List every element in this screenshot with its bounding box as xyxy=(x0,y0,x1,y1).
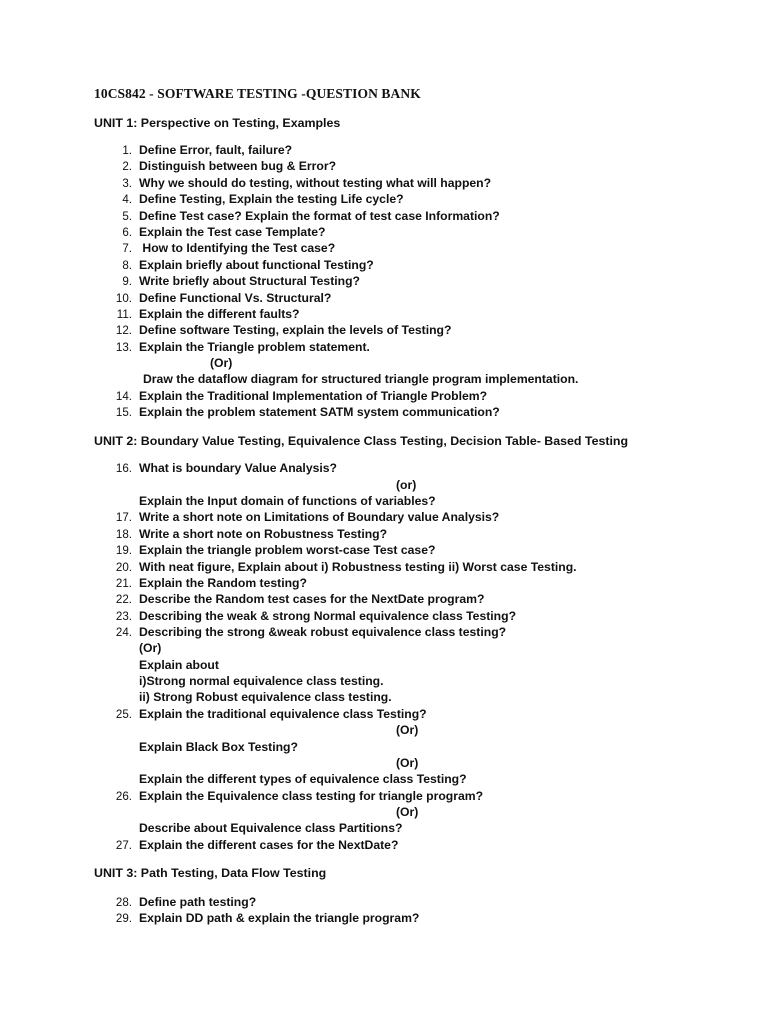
question-text: Write briefly about Structural Testing? xyxy=(139,274,360,288)
question-text: Define Testing, Explain the testing Life cycle? xyxy=(139,192,404,206)
question-number: 28. xyxy=(115,896,132,909)
question-text: Explain DD path & explain the triangle program? xyxy=(139,911,420,925)
question-text: Distinguish between bug & Error? xyxy=(139,159,337,173)
question-number: 26. xyxy=(115,790,132,803)
question-text: Write a short note on Robustness Testing? xyxy=(139,527,388,541)
question-text: Explain the triangle problem worst-case Test case? xyxy=(139,543,436,557)
question-number: 7. xyxy=(122,242,132,255)
question-text: Draw the dataflow diagram for structured triangle program implementation. xyxy=(143,372,579,386)
question-text: Describe the Random test cases for the NextDate program? xyxy=(139,592,485,606)
question-text: How to Identifying the Test case? xyxy=(139,241,336,255)
question-text: Explain briefly about functional Testing? xyxy=(139,258,374,272)
question-text: Explain the Test case Template? xyxy=(139,225,326,239)
question-text: Describing the strong &weak robust equivalence class testing? xyxy=(139,625,507,639)
question-number: 5. xyxy=(122,210,132,223)
unit-heading-3: UNIT 3: Path Testing, Data Flow Testing xyxy=(94,866,327,880)
question-text: Explain the problem statement SATM system communication? xyxy=(139,405,500,419)
question-number: 4. xyxy=(122,193,132,206)
question-text: Explain the Input domain of functions of variables? xyxy=(139,494,436,508)
page-title: 10CS842 - SOFTWARE TESTING -QUESTION BANK xyxy=(94,86,421,101)
question-number: 6. xyxy=(122,226,132,239)
question-text: Define path testing? xyxy=(139,895,257,909)
question-number: 11. xyxy=(116,308,132,321)
question-text: Explain the different faults? xyxy=(139,307,300,321)
question-text: Explain the different types of equivalence class Testing? xyxy=(139,772,467,786)
question-text: Define Test case? Explain the format of test case Information? xyxy=(139,209,500,223)
question-number: 12. xyxy=(115,324,132,337)
question-number: 20. xyxy=(115,561,132,574)
question-text: Write a short note on Limitations of Boundary value Analysis? xyxy=(139,510,500,524)
question-text: What is boundary Value Analysis? xyxy=(139,461,337,475)
question-text: Explain the traditional equivalence class Testing? xyxy=(139,707,427,721)
question-number: 14. xyxy=(115,390,132,403)
question-text: Explain the Traditional Implementation of Triangle Problem? xyxy=(139,389,488,403)
question-number: 23. xyxy=(115,610,132,623)
question-text: With neat figure, Explain about i) Robustness testing ii) Worst case Testing. xyxy=(139,560,577,574)
question-number: 13. xyxy=(115,341,132,354)
question-text: Describe about Equivalence class Partitions? xyxy=(139,821,403,835)
question-number: 21. xyxy=(115,577,132,590)
question-number: 22. xyxy=(115,593,132,606)
question-number: 24. xyxy=(115,626,132,639)
question-text: Define Error, fault, failure? xyxy=(139,143,293,157)
question-number: 15. xyxy=(115,406,132,419)
question-number: 10. xyxy=(115,292,132,305)
question-number: 9. xyxy=(122,275,132,288)
question-number: 3. xyxy=(122,177,132,190)
question-text: Explain the Triangle problem statement. xyxy=(139,340,370,354)
question-number: 19. xyxy=(115,544,132,557)
question-number: 18. xyxy=(115,528,132,541)
or-separator: (Or) xyxy=(210,356,233,370)
question-text: Explain about xyxy=(139,658,219,672)
question-number: 27. xyxy=(115,839,132,852)
question-text: Define Functional Vs. Structural? xyxy=(139,291,332,305)
question-number: 16. xyxy=(115,462,132,475)
question-text: Why we should do testing, without testing what will happen? xyxy=(139,176,492,190)
question-text: Explain the Equivalence class testing for triangle program? xyxy=(139,789,484,803)
question-text: Explain the different cases for the NextDate? xyxy=(139,838,399,852)
question-number: 2. xyxy=(122,160,132,173)
question-text: Describing the weak & strong Normal equivalence class Testing? xyxy=(139,609,517,623)
or-separator: (Or) xyxy=(396,723,419,737)
unit-heading-2: UNIT 2: Boundary Value Testing, Equivalence Class Testing, Decision Table- Based Testing xyxy=(94,434,629,448)
question-text: Explain the Random testing? xyxy=(139,576,307,590)
or-separator: (Or) xyxy=(396,805,419,819)
question-number: 17. xyxy=(115,511,132,524)
or-separator: (Or) xyxy=(139,641,162,655)
unit-heading-1: UNIT 1: Perspective on Testing, Examples xyxy=(94,116,341,130)
question-number: 1. xyxy=(122,144,132,157)
question-number: 29. xyxy=(115,912,132,925)
question-number: 25. xyxy=(115,708,132,721)
question-text: Define software Testing, explain the levels of Testing? xyxy=(139,323,452,337)
question-text: Explain Black Box Testing? xyxy=(139,740,298,754)
question-number: 8. xyxy=(122,259,132,272)
question-text: ii) Strong Robust equivalence class testing. xyxy=(139,690,392,704)
or-separator: (Or) xyxy=(396,756,419,770)
or-separator: (or) xyxy=(396,478,417,492)
question-text: i)Strong normal equivalence class testing. xyxy=(139,674,384,688)
